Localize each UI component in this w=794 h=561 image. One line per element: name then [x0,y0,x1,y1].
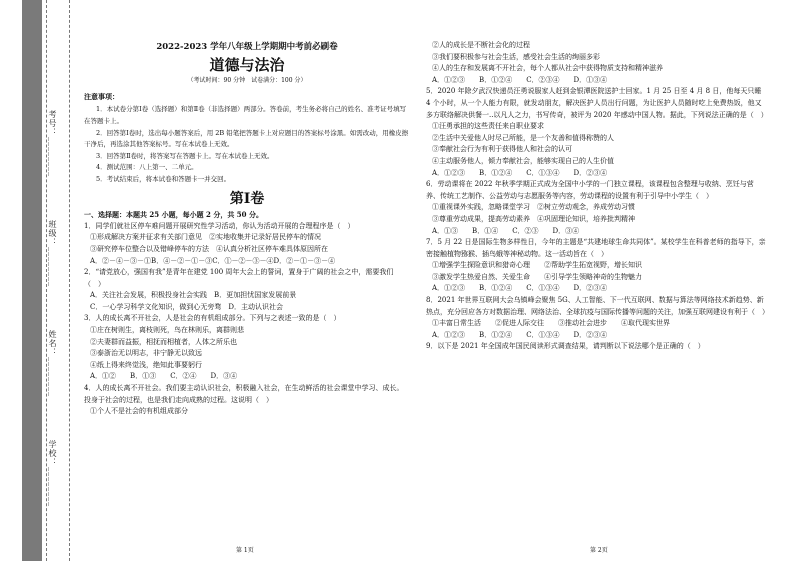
question-option: ②人的成长是不断社会化的过程 [432,41,530,49]
question-option: ①个人不是社会的有机组成部分 [90,407,188,416]
question-option: A．①③ B．①④ C．②③ D．③④ [432,226,580,235]
note-item: 2．回答第Ⅰ卷时，选出每小题答案后，用 2B 铅笔把答题卡上对应题目的答案标号涂黑。如需改动，用橡皮擦干净后，再选涂其他答案标号。写在本试卷上无效。 [84,128,409,149]
volume-title: 第Ⅰ卷 [229,190,265,207]
note-item: 3．回答第Ⅱ卷时，将答案写在答题卡上。写在本试卷上无效。 [96,151,274,160]
binding-strip [22,0,42,561]
question-option: A．①② B．①③ C．②④ D．③④ [90,372,238,381]
question-option: ④纸上得来终觉浅，绝知此事要躬行 [90,360,202,369]
question-stem: 9．以下是 2021 年全国成年国民阅读形式调查结果，请判断以下说法哪个是正确的（ ） [426,342,705,351]
question-option: A．①②③ B．①②④ C．①③④ D．②③④ [432,168,608,177]
question-option: ①丰富日常生活 ②促进人际交往 ③推动社会进步 ④取代现实世界 [432,319,670,328]
question-option: ①汪勇承担的这些责任来自职业要求 [432,122,544,131]
question-option: A．②－④－③－①B．④－②－①－③C．①－②－③－④D．②－①－③－④ [90,256,336,265]
note-item: 1．本试卷分第Ⅰ卷（选择题）和第Ⅱ卷（非选择题）两部分。答卷前，考生务必将自己的姓名、准考证号填写在答题卡上。 [84,105,407,125]
school-field-label: 学校：________ [48,440,57,507]
question-stem: 6．劳动课将在 2022 年秋季学期正式成为全国中小学的一门独立课程，该课程包含整理与收纳、烹饪与营养、传统工艺制作、公益劳动与志愿服务等内容，劳动课程的设置有利于引导中小学生（ ） [426,180,754,200]
question-option: ③尊重劳动成果，提高劳动素养 ④巩固理论知识，培养批判精神 [432,214,635,223]
question-stem: 3．人的成长离不开社会，人是社会的有机组成部分。下列与之表述一致的是（ ） [84,314,341,323]
question-stem: 7．5 月 22 日是国际生物多样性日，今年的主题是“共建地球生命共同体”。某校学生在科普老师的指导下，亲密接触植物猕猴、插鸟蛾等神秘动物。这一活动旨在（ ） [426,238,766,258]
page-number-left: 第 1页 [236,547,254,554]
question-option: ③激发学生热爱自然、关爱生命 ④引导学生领略神奇的生物魅力 [432,272,642,281]
exam-number-field-label: 考号：________ [48,110,57,177]
exam-meta: （考试时间：90 分钟 试卷满分：100 分） [187,77,307,85]
question-list-right [426,40,769,353]
question-option: A．①②③ B．①②④ C．①③④ D．②③④ [432,330,608,339]
subject-title: 道德与法治 [209,55,285,74]
exam-title: 2022-2023 学年八年级上学期期中考前必刷卷 [156,42,338,52]
question-option: ①庄在树则生，离枝则死，鸟在林则乐，离群则悲 [90,326,244,335]
right-column [426,40,769,353]
note-item: 4．测试范围：八上第一、二单元。 [96,163,198,172]
question-option: ②生活中关爱他人时尽己所能，是一个友善和值得称赞的人 [432,133,614,142]
question-option: ③我们要积极参与社会生活，感受社会生活的绚丽多彩 [432,52,600,61]
question-option: A．①②③ B．①②④ C．②③④ D．①③④ [432,75,608,84]
question-option: ②夫妻群而益振，相抚而相植者，人体之所乐也 [90,337,237,346]
question-option: ④人的生存和发展离不开社会，每个人都从社会中获得物质支持和精神滋养 [432,64,663,73]
question-stem: 5．2020 年除夕武汉快递员汪勇说服家人赶到金银潭医院送护士回家。1 月 25 日至 4 月 8 日，他每天只睡 4 个小时，从一个人能力有限，就发动朋友，解决医护人员出行问题，为让医护人员随时吃上免费热饭，他又多方联络解决供餐一..以凡人之力，书写传奇，被评为 2020 年感动中国人物。据此，下列说法正确的是（ ） [426,87,768,119]
class-field-label: 班级：________ [48,220,57,287]
question-option: ③研究停车位整合以及错峰停车的方法 ④认真分析社区停车难具体原因所在 [90,244,328,253]
question-option: ④主动服务他人，倾力奉献社会，能够实现自己的人生价值 [432,156,614,165]
section-title: 一、选择题：本题共 25 小题，每小题 2 分，共 50 分。 [84,210,263,220]
page-number-right: 第 2页 [590,547,608,554]
note-item: 5．考试结束后，将本试卷和答题卡一并交回。 [96,174,231,183]
question-option: ③奉献社会行为有利于获得他人和社会的认可 [432,145,572,154]
question-stem: 2．“请党放心，强国有我”是青年在建党 100 周年大会上的誓词，置身于广阔的社会之中，需要我们（ ） [84,268,394,288]
question-option: A．①②③ B．①②④ C．①③④ D．②③④ [432,284,608,293]
question-option: C．一心学习科学文化知识，做到心无旁骛 D．主动认识社会 [90,302,283,311]
question-option: ①重视课外实践，忽略课堂学习 ②树立劳动观念，养成劳动习惯 [432,203,635,212]
notes-heading: 注意事项： [84,91,119,101]
question-stem: 4．人的成长离不开社会。我们要主动认识社会，积极融入社会，在生动鲜活的社会课堂中学习、成长。投身于社会的过程，也是我们走向成熟的过程。这说明（ ） [84,384,404,404]
question-stem: 1．同学们就社区停车难问题开展研究性学习活动，你认为活动开展的合理程序是（ ） [84,221,355,230]
name-field-label: 姓名：________ [48,330,57,397]
question-option: ③泰浙治无以明志，非宁静无以致远 [90,349,202,358]
question-option: ①增强学生探险意识和猎奇心理 ②帮助学生拓宽视野，增长知识 [432,261,642,270]
question-list-left [84,221,410,418]
question-stem: 8．2021 年世界互联网大会乌镇峰会聚焦 5G、人工智能、下一代互联网、数据与算法等网络技术新趋势、新热点，充分回应各方对数据治理、网络法治、全球抗疫与国际传播等问题的关注，加强互联网建设有利于（ ） [426,296,769,316]
question-option: A．关注社会发展，积极投身社会实践 B．更加担忧国家发展前景 [90,291,297,300]
question-option: ①形成解决方案并征求有关部门意见 ②实地收集并记录好居民停车的情况 [90,233,321,242]
left-column [84,36,410,418]
